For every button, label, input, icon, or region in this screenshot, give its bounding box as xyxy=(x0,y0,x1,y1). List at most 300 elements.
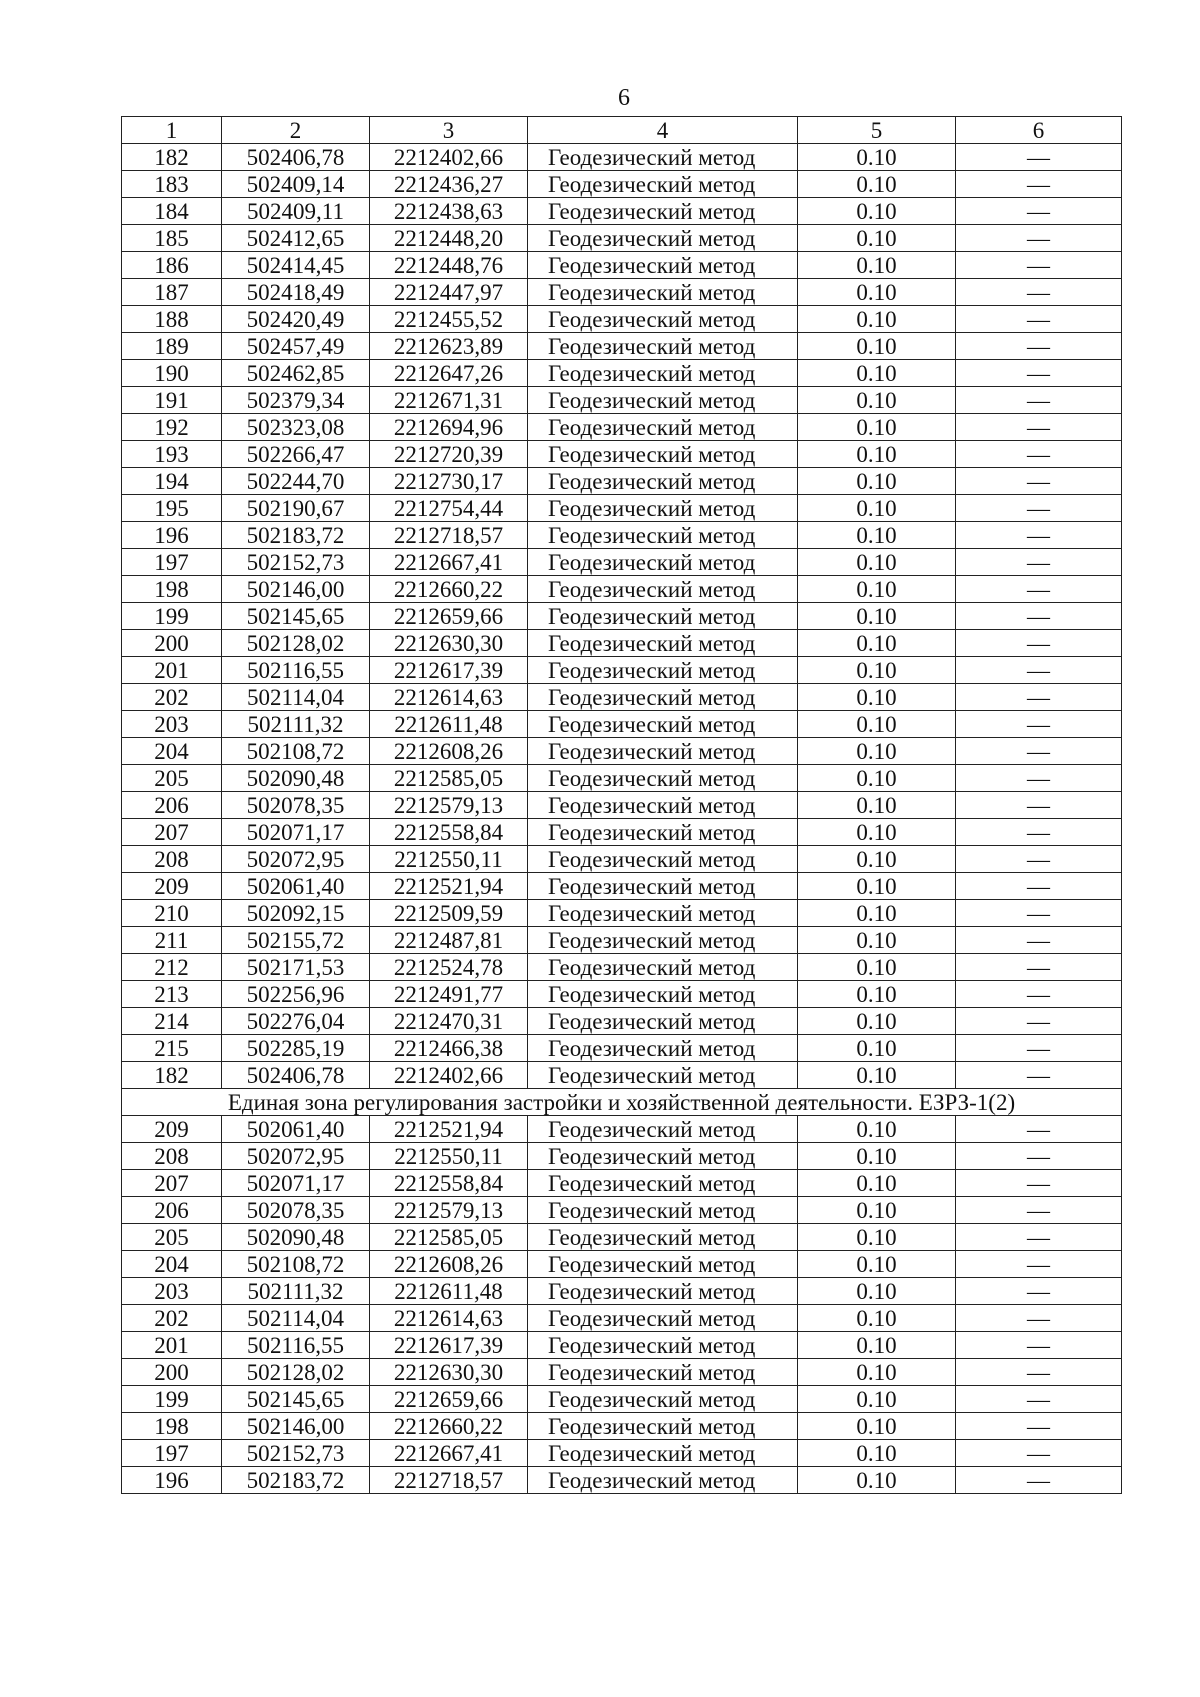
y-coordinate-cell: 2212402,66 xyxy=(370,1062,528,1089)
point-number-cell: 182 xyxy=(122,144,222,171)
method-cell: Геодезический метод xyxy=(528,900,798,927)
note-cell: — xyxy=(956,576,1122,603)
method-cell: Геодезический метод xyxy=(528,819,798,846)
note-cell: — xyxy=(956,414,1122,441)
x-coordinate-cell: 502462,85 xyxy=(222,360,370,387)
point-number-cell: 206 xyxy=(122,792,222,819)
x-coordinate-cell: 502071,17 xyxy=(222,1170,370,1197)
table-row xyxy=(122,522,1122,549)
point-number-cell: 200 xyxy=(122,630,222,657)
note-cell: — xyxy=(956,1035,1122,1062)
method-cell: Геодезический метод xyxy=(528,1197,798,1224)
zone-title: Единая зона регулирования застройки и хозяйственной деятельности. ЕЗРЗ-1(2) xyxy=(122,1089,1122,1116)
table-row xyxy=(122,1440,1122,1467)
y-coordinate-cell: 2212509,59 xyxy=(370,900,528,927)
method-cell: Геодезический метод xyxy=(528,414,798,441)
x-coordinate-cell: 502409,14 xyxy=(222,171,370,198)
accuracy-cell: 0.10 xyxy=(798,252,956,279)
x-coordinate-cell: 502420,49 xyxy=(222,306,370,333)
table-row xyxy=(122,765,1122,792)
accuracy-cell: 0.10 xyxy=(798,1440,956,1467)
accuracy-cell: 0.10 xyxy=(798,630,956,657)
x-coordinate-cell: 502090,48 xyxy=(222,765,370,792)
table-row xyxy=(122,684,1122,711)
y-coordinate-cell: 2212448,76 xyxy=(370,252,528,279)
x-coordinate-cell: 502061,40 xyxy=(222,1116,370,1143)
table-row xyxy=(122,873,1122,900)
table-row xyxy=(122,279,1122,306)
table-row xyxy=(122,576,1122,603)
accuracy-cell: 0.10 xyxy=(798,873,956,900)
table-row xyxy=(122,387,1122,414)
accuracy-cell: 0.10 xyxy=(798,792,956,819)
point-number-cell: 200 xyxy=(122,1359,222,1386)
point-number-cell: 204 xyxy=(122,1251,222,1278)
x-coordinate-cell: 502409,11 xyxy=(222,198,370,225)
note-cell: — xyxy=(956,1467,1122,1494)
table-row xyxy=(122,1170,1122,1197)
x-coordinate-cell: 502072,95 xyxy=(222,1143,370,1170)
y-coordinate-cell: 2212438,63 xyxy=(370,198,528,225)
accuracy-cell: 0.10 xyxy=(798,927,956,954)
point-number-cell: 199 xyxy=(122,603,222,630)
table-row xyxy=(122,1143,1122,1170)
method-cell: Геодезический метод xyxy=(528,846,798,873)
accuracy-cell: 0.10 xyxy=(798,171,956,198)
point-number-cell: 211 xyxy=(122,927,222,954)
note-cell: — xyxy=(956,981,1122,1008)
method-cell: Геодезический метод xyxy=(528,1413,798,1440)
accuracy-cell: 0.10 xyxy=(798,198,956,225)
method-cell: Геодезический метод xyxy=(528,144,798,171)
point-number-cell: 187 xyxy=(122,279,222,306)
point-number-cell: 193 xyxy=(122,441,222,468)
point-number-cell: 212 xyxy=(122,954,222,981)
y-coordinate-cell: 2212718,57 xyxy=(370,522,528,549)
method-cell: Геодезический метод xyxy=(528,387,798,414)
x-coordinate-cell: 502266,47 xyxy=(222,441,370,468)
table-row xyxy=(122,549,1122,576)
x-coordinate-cell: 502152,73 xyxy=(222,1440,370,1467)
y-coordinate-cell: 2212558,84 xyxy=(370,1170,528,1197)
table-row xyxy=(122,630,1122,657)
method-cell: Геодезический метод xyxy=(528,1440,798,1467)
note-cell: — xyxy=(956,657,1122,684)
x-coordinate-cell: 502418,49 xyxy=(222,279,370,306)
column-header: 2 xyxy=(222,117,370,144)
method-cell: Геодезический метод xyxy=(528,1035,798,1062)
accuracy-cell: 0.10 xyxy=(798,954,956,981)
table-row xyxy=(122,225,1122,252)
x-coordinate-cell: 502116,55 xyxy=(222,657,370,684)
accuracy-cell: 0.10 xyxy=(798,657,956,684)
y-coordinate-cell: 2212718,57 xyxy=(370,1467,528,1494)
note-cell: — xyxy=(956,252,1122,279)
note-cell: — xyxy=(956,873,1122,900)
method-cell: Геодезический метод xyxy=(528,1278,798,1305)
note-cell: — xyxy=(956,954,1122,981)
note-cell: — xyxy=(956,1332,1122,1359)
note-cell: — xyxy=(956,1008,1122,1035)
y-coordinate-cell: 2212667,41 xyxy=(370,549,528,576)
note-cell: — xyxy=(956,144,1122,171)
x-coordinate-cell: 502171,53 xyxy=(222,954,370,981)
note-cell: — xyxy=(956,1278,1122,1305)
accuracy-cell: 0.10 xyxy=(798,1359,956,1386)
note-cell: — xyxy=(956,1386,1122,1413)
method-cell: Геодезический метод xyxy=(528,306,798,333)
accuracy-cell: 0.10 xyxy=(798,1224,956,1251)
method-cell: Геодезический метод xyxy=(528,711,798,738)
y-coordinate-cell: 2212647,26 xyxy=(370,360,528,387)
note-cell: — xyxy=(956,819,1122,846)
x-coordinate-cell: 502183,72 xyxy=(222,1467,370,1494)
point-number-cell: 194 xyxy=(122,468,222,495)
x-coordinate-cell: 502128,02 xyxy=(222,1359,370,1386)
point-number-cell: 201 xyxy=(122,657,222,684)
accuracy-cell: 0.10 xyxy=(798,495,956,522)
accuracy-cell: 0.10 xyxy=(798,1467,956,1494)
note-cell: — xyxy=(956,846,1122,873)
note-cell: — xyxy=(956,1197,1122,1224)
note-cell: — xyxy=(956,900,1122,927)
point-number-cell: 204 xyxy=(122,738,222,765)
accuracy-cell: 0.10 xyxy=(798,414,956,441)
point-number-cell: 198 xyxy=(122,1413,222,1440)
table-row xyxy=(122,792,1122,819)
y-coordinate-cell: 2212659,66 xyxy=(370,1386,528,1413)
x-coordinate-cell: 502244,70 xyxy=(222,468,370,495)
method-cell: Геодезический метод xyxy=(528,792,798,819)
method-cell: Геодезический метод xyxy=(528,468,798,495)
point-number-cell: 199 xyxy=(122,1386,222,1413)
x-coordinate-cell: 502072,95 xyxy=(222,846,370,873)
x-coordinate-cell: 502406,78 xyxy=(222,1062,370,1089)
note-cell: — xyxy=(956,927,1122,954)
x-coordinate-cell: 502190,67 xyxy=(222,495,370,522)
note-cell: — xyxy=(956,1440,1122,1467)
method-cell: Геодезический метод xyxy=(528,252,798,279)
table-row xyxy=(122,981,1122,1008)
accuracy-cell: 0.10 xyxy=(798,819,956,846)
point-number-cell: 201 xyxy=(122,1332,222,1359)
column-header: 6 xyxy=(956,117,1122,144)
table-row xyxy=(122,1278,1122,1305)
note-cell: — xyxy=(956,1170,1122,1197)
table-row xyxy=(122,1359,1122,1386)
table-row xyxy=(122,1116,1122,1143)
accuracy-cell: 0.10 xyxy=(798,306,956,333)
accuracy-cell: 0.10 xyxy=(798,1332,956,1359)
y-coordinate-cell: 2212491,77 xyxy=(370,981,528,1008)
y-coordinate-cell: 2212720,39 xyxy=(370,441,528,468)
x-coordinate-cell: 502061,40 xyxy=(222,873,370,900)
note-cell: — xyxy=(956,360,1122,387)
table-row xyxy=(122,144,1122,171)
point-number-cell: 209 xyxy=(122,873,222,900)
method-cell: Геодезический метод xyxy=(528,279,798,306)
y-coordinate-cell: 2212730,17 xyxy=(370,468,528,495)
point-number-cell: 197 xyxy=(122,549,222,576)
table-row xyxy=(122,1224,1122,1251)
table-row xyxy=(122,1062,1122,1089)
point-number-cell: 206 xyxy=(122,1197,222,1224)
method-cell: Геодезический метод xyxy=(528,1062,798,1089)
method-cell: Геодезический метод xyxy=(528,603,798,630)
accuracy-cell: 0.10 xyxy=(798,468,956,495)
point-number-cell: 207 xyxy=(122,1170,222,1197)
accuracy-cell: 0.10 xyxy=(798,1197,956,1224)
method-cell: Геодезический метод xyxy=(528,441,798,468)
table-row xyxy=(122,1413,1122,1440)
accuracy-cell: 0.10 xyxy=(798,522,956,549)
y-coordinate-cell: 2212402,66 xyxy=(370,144,528,171)
note-cell: — xyxy=(956,1251,1122,1278)
y-coordinate-cell: 2212521,94 xyxy=(370,1116,528,1143)
y-coordinate-cell: 2212524,78 xyxy=(370,954,528,981)
method-cell: Геодезический метод xyxy=(528,522,798,549)
point-number-cell: 186 xyxy=(122,252,222,279)
table-row xyxy=(122,900,1122,927)
point-number-cell: 184 xyxy=(122,198,222,225)
x-coordinate-cell: 502379,34 xyxy=(222,387,370,414)
point-number-cell: 198 xyxy=(122,576,222,603)
x-coordinate-cell: 502183,72 xyxy=(222,522,370,549)
accuracy-cell: 0.10 xyxy=(798,1035,956,1062)
point-number-cell: 205 xyxy=(122,1224,222,1251)
note-cell: — xyxy=(956,522,1122,549)
x-coordinate-cell: 502414,45 xyxy=(222,252,370,279)
point-number-cell: 215 xyxy=(122,1035,222,1062)
method-cell: Геодезический метод xyxy=(528,549,798,576)
table-row xyxy=(122,738,1122,765)
method-cell: Геодезический метод xyxy=(528,1008,798,1035)
y-coordinate-cell: 2212694,96 xyxy=(370,414,528,441)
y-coordinate-cell: 2212608,26 xyxy=(370,1251,528,1278)
note-cell: — xyxy=(956,1224,1122,1251)
table-body xyxy=(122,117,1122,1494)
x-coordinate-cell: 502114,04 xyxy=(222,684,370,711)
table-row xyxy=(122,927,1122,954)
point-number-cell: 185 xyxy=(122,225,222,252)
y-coordinate-cell: 2212660,22 xyxy=(370,1413,528,1440)
method-cell: Геодезический метод xyxy=(528,873,798,900)
method-cell: Геодезический метод xyxy=(528,765,798,792)
column-header: 1 xyxy=(122,117,222,144)
accuracy-cell: 0.10 xyxy=(798,387,956,414)
method-cell: Геодезический метод xyxy=(528,1224,798,1251)
point-number-cell: 195 xyxy=(122,495,222,522)
y-coordinate-cell: 2212611,48 xyxy=(370,1278,528,1305)
accuracy-cell: 0.10 xyxy=(798,360,956,387)
point-number-cell: 208 xyxy=(122,1143,222,1170)
x-coordinate-cell: 502116,55 xyxy=(222,1332,370,1359)
x-coordinate-cell: 502276,04 xyxy=(222,1008,370,1035)
point-number-cell: 188 xyxy=(122,306,222,333)
point-number-cell: 182 xyxy=(122,1062,222,1089)
note-cell: — xyxy=(956,306,1122,333)
method-cell: Геодезический метод xyxy=(528,1332,798,1359)
page-number: 6 xyxy=(618,85,630,111)
table-row xyxy=(122,171,1122,198)
accuracy-cell: 0.10 xyxy=(798,765,956,792)
x-coordinate-cell: 502092,15 xyxy=(222,900,370,927)
y-coordinate-cell: 2212617,39 xyxy=(370,1332,528,1359)
x-coordinate-cell: 502108,72 xyxy=(222,738,370,765)
table-row xyxy=(122,414,1122,441)
x-coordinate-cell: 502078,35 xyxy=(222,1197,370,1224)
method-cell: Геодезический метод xyxy=(528,360,798,387)
note-cell: — xyxy=(956,171,1122,198)
table-row xyxy=(122,846,1122,873)
method-cell: Геодезический метод xyxy=(528,954,798,981)
x-coordinate-cell: 502285,19 xyxy=(222,1035,370,1062)
accuracy-cell: 0.10 xyxy=(798,144,956,171)
note-cell: — xyxy=(956,1359,1122,1386)
accuracy-cell: 0.10 xyxy=(798,1116,956,1143)
y-coordinate-cell: 2212617,39 xyxy=(370,657,528,684)
point-number-cell: 210 xyxy=(122,900,222,927)
note-cell: — xyxy=(956,1116,1122,1143)
note-cell: — xyxy=(956,441,1122,468)
accuracy-cell: 0.10 xyxy=(798,846,956,873)
table-row xyxy=(122,1008,1122,1035)
method-cell: Геодезический метод xyxy=(528,1170,798,1197)
point-number-cell: 207 xyxy=(122,819,222,846)
column-header: 3 xyxy=(370,117,528,144)
note-cell: — xyxy=(956,333,1122,360)
accuracy-cell: 0.10 xyxy=(798,1008,956,1035)
point-number-cell: 208 xyxy=(122,846,222,873)
y-coordinate-cell: 2212550,11 xyxy=(370,846,528,873)
point-number-cell: 189 xyxy=(122,333,222,360)
method-cell: Геодезический метод xyxy=(528,1467,798,1494)
coordinates-table xyxy=(121,116,1122,1494)
method-cell: Геодезический метод xyxy=(528,927,798,954)
x-coordinate-cell: 502412,65 xyxy=(222,225,370,252)
method-cell: Геодезический метод xyxy=(528,657,798,684)
table-row xyxy=(122,441,1122,468)
table-row xyxy=(122,603,1122,630)
table-row xyxy=(122,306,1122,333)
accuracy-cell: 0.10 xyxy=(798,333,956,360)
x-coordinate-cell: 502323,08 xyxy=(222,414,370,441)
accuracy-cell: 0.10 xyxy=(798,225,956,252)
note-cell: — xyxy=(956,684,1122,711)
table-row xyxy=(122,360,1122,387)
accuracy-cell: 0.10 xyxy=(798,981,956,1008)
point-number-cell: 196 xyxy=(122,1467,222,1494)
accuracy-cell: 0.10 xyxy=(798,1278,956,1305)
table-row xyxy=(122,954,1122,981)
point-number-cell: 197 xyxy=(122,1440,222,1467)
y-coordinate-cell: 2212436,27 xyxy=(370,171,528,198)
point-number-cell: 203 xyxy=(122,711,222,738)
y-coordinate-cell: 2212630,30 xyxy=(370,630,528,657)
method-cell: Геодезический метод xyxy=(528,576,798,603)
accuracy-cell: 0.10 xyxy=(798,1143,956,1170)
note-cell: — xyxy=(956,630,1122,657)
table-row xyxy=(122,1467,1122,1494)
note-cell: — xyxy=(956,603,1122,630)
method-cell: Геодезический метод xyxy=(528,495,798,522)
accuracy-cell: 0.10 xyxy=(798,1386,956,1413)
accuracy-cell: 0.10 xyxy=(798,603,956,630)
method-cell: Геодезический метод xyxy=(528,1386,798,1413)
method-cell: Геодезический метод xyxy=(528,1116,798,1143)
x-coordinate-cell: 502256,96 xyxy=(222,981,370,1008)
note-cell: — xyxy=(956,711,1122,738)
point-number-cell: 191 xyxy=(122,387,222,414)
y-coordinate-cell: 2212550,11 xyxy=(370,1143,528,1170)
table-row xyxy=(122,495,1122,522)
y-coordinate-cell: 2212585,05 xyxy=(370,765,528,792)
table-row xyxy=(122,819,1122,846)
x-coordinate-cell: 502457,49 xyxy=(222,333,370,360)
note-cell: — xyxy=(956,225,1122,252)
point-number-cell: 203 xyxy=(122,1278,222,1305)
method-cell: Геодезический метод xyxy=(528,738,798,765)
y-coordinate-cell: 2212659,66 xyxy=(370,603,528,630)
x-coordinate-cell: 502071,17 xyxy=(222,819,370,846)
point-number-cell: 190 xyxy=(122,360,222,387)
accuracy-cell: 0.10 xyxy=(798,1251,956,1278)
table-row xyxy=(122,1332,1122,1359)
accuracy-cell: 0.10 xyxy=(798,1305,956,1332)
x-coordinate-cell: 502146,00 xyxy=(222,1413,370,1440)
accuracy-cell: 0.10 xyxy=(798,1413,956,1440)
note-cell: — xyxy=(956,765,1122,792)
note-cell: — xyxy=(956,468,1122,495)
point-number-cell: 202 xyxy=(122,684,222,711)
note-cell: — xyxy=(956,1143,1122,1170)
table-row xyxy=(122,468,1122,495)
table-row xyxy=(122,333,1122,360)
y-coordinate-cell: 2212447,97 xyxy=(370,279,528,306)
accuracy-cell: 0.10 xyxy=(798,711,956,738)
accuracy-cell: 0.10 xyxy=(798,900,956,927)
x-coordinate-cell: 502078,35 xyxy=(222,792,370,819)
x-coordinate-cell: 502145,65 xyxy=(222,1386,370,1413)
method-cell: Геодезический метод xyxy=(528,630,798,657)
zone-title-row xyxy=(122,1089,1122,1116)
method-cell: Геодезический метод xyxy=(528,198,798,225)
y-coordinate-cell: 2212470,31 xyxy=(370,1008,528,1035)
table-row xyxy=(122,1197,1122,1224)
note-cell: — xyxy=(956,1062,1122,1089)
accuracy-cell: 0.10 xyxy=(798,738,956,765)
method-cell: Геодезический метод xyxy=(528,1251,798,1278)
note-cell: — xyxy=(956,495,1122,522)
point-number-cell: 183 xyxy=(122,171,222,198)
method-cell: Геодезический метод xyxy=(528,981,798,1008)
note-cell: — xyxy=(956,1413,1122,1440)
table-row xyxy=(122,711,1122,738)
y-coordinate-cell: 2212579,13 xyxy=(370,1197,528,1224)
table-row xyxy=(122,1251,1122,1278)
y-coordinate-cell: 2212754,44 xyxy=(370,495,528,522)
x-coordinate-cell: 502128,02 xyxy=(222,630,370,657)
x-coordinate-cell: 502111,32 xyxy=(222,711,370,738)
note-cell: — xyxy=(956,738,1122,765)
method-cell: Геодезический метод xyxy=(528,684,798,711)
y-coordinate-cell: 2212614,63 xyxy=(370,1305,528,1332)
y-coordinate-cell: 2212671,31 xyxy=(370,387,528,414)
method-cell: Геодезический метод xyxy=(528,1305,798,1332)
column-header: 4 xyxy=(528,117,798,144)
table-row xyxy=(122,198,1122,225)
point-number-cell: 192 xyxy=(122,414,222,441)
